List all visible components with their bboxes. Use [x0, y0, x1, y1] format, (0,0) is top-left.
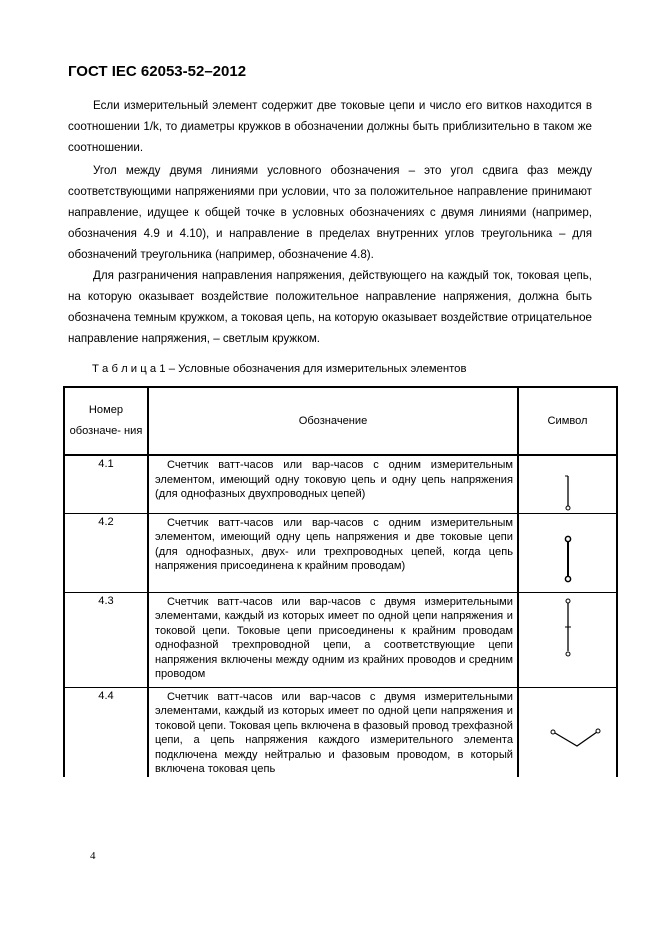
row-text: Счетчик ватт-часов или вар-часов с двумя измерительными элементами, каждый из которых имеет по одной цепи напряжения и токовой цепи. Токовые цепи присоединены к крайним проводам однофазной трехпроводной цепи, а соответствующие цепи напряжения включены между одним из крайних проводов и средним проводом — [148, 592, 518, 687]
table-row — [64, 513, 617, 592]
symbols-table — [63, 386, 618, 777]
paragraph: Угол между двумя линиями условного обозначения – это угол сдвига фаз между соответствующими напряжениями при условии, что за положительное направление принимают направление, идущее к общей точке в условных обозначениях с двумя линиями (например, обозначения 4.9 и 4.10), и направление в пределах внутренних углов треугольника – для обозначений треугольника (например, обозначение 4.8). — [68, 164, 592, 261]
document-title: ГОСТ IEC 62053-52–2012 — [68, 63, 247, 80]
table-row — [64, 455, 617, 513]
row-text: Счетчик ватт-часов или вар-часов с одним измерительным элементом, имеющий одну цепь напряжения и две токовые цепи (для однофазных, двух- или трехпроводных цепей, когда цепь напряжения присоединена к крайним проводам) — [148, 513, 518, 592]
symbol-cell — [518, 455, 617, 513]
paragraph: Для разграничения направления напряжения, действующего на каждый ток, токовая цепь, на которую оказывает воздействие положительное направление напряжения, должна быть обозначена темным кружком, а токовая цепь, на которую оказывает воздействие отрицательное направление напряжения, – светлым кружком. — [68, 269, 592, 345]
row-number: 4.1 — [64, 455, 148, 513]
row-text: Счетчик ватт-часов или вар-часов с двумя измерительными элементами, каждый из которых имеет по одной цепи напряжения и токовой цепи. Токовая цепь включена в фазовый провод трехфазной цепи, а цепь напряжения каждого измерительного элемента подключена между нейтралью и фазовым проводом, в который включена токовая цепь — [148, 687, 518, 777]
header-designation: Обозначение — [148, 387, 518, 455]
meter-symbol-4-4-icon — [519, 688, 616, 766]
symbol-cell — [518, 513, 617, 592]
row-text: Счетчик ватт-часов или вар-часов с одним измерительным элементом, имеющий одну токовую цепь и одну цепь напряжения (для однофазных двухпроводных цепей) — [148, 455, 518, 513]
paragraph: Если измерительный элемент содержит две токовые цепи и число его витков находится в соотношении 1/k, то диаметры кружков в обозначении должны быть приблизительно в таком же соотношении. — [68, 99, 592, 154]
meter-symbol-4-1-icon — [519, 456, 616, 514]
header-symbol: Символ — [518, 387, 617, 455]
table-row — [64, 592, 617, 687]
meter-symbol-4-2-icon — [519, 514, 616, 593]
table-row — [64, 687, 617, 777]
row-number: 4.3 — [64, 592, 148, 687]
table-header-row — [64, 387, 617, 455]
symbol-cell — [518, 687, 617, 777]
row-number: 4.2 — [64, 513, 148, 592]
page-number: 4 — [90, 850, 96, 862]
symbol-cell — [518, 592, 617, 687]
meter-symbol-4-3-icon — [519, 593, 616, 688]
table-caption: Т а б л и ц а 1 – Условные обозначения для измерительных элементов — [92, 363, 467, 375]
row-number: 4.4 — [64, 687, 148, 777]
header-number: Номер обозначе- ния — [64, 387, 148, 455]
